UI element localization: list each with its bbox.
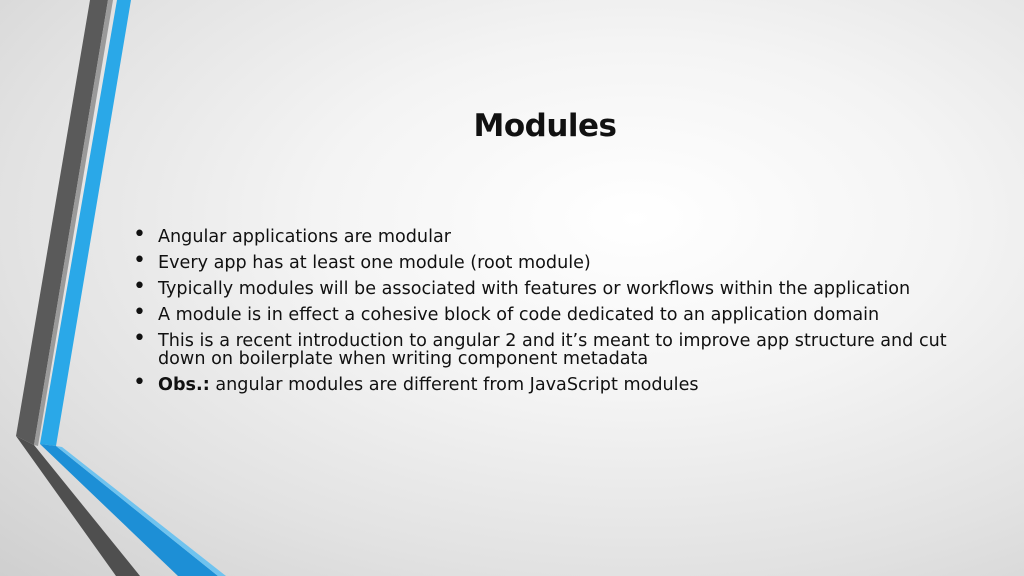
bullet-text: This is a recent introduction to angular 2 and it’s meant to improve app structure and cut down on boilerplate when writing component metadata: [158, 331, 947, 369]
bullet-item: [133, 254, 973, 272]
bullet-item: [133, 306, 973, 324]
bullet-item: [133, 280, 973, 298]
bullet-bold-prefix: Obs.:: [158, 375, 210, 395]
bullet-text: Typically modules will be associated with features or workflows within the application: [158, 279, 911, 299]
bullet-text: Every app has at least one module (root module): [158, 253, 591, 273]
slide-title: Modules: [473, 108, 617, 144]
bullet-item: [133, 332, 973, 368]
bullet-text: angular modules are different from JavaScript modules: [209, 375, 699, 395]
bullet-text: Angular applications are modular: [158, 227, 451, 247]
blue-diagonal: [40, 444, 218, 576]
bullet-list: [133, 228, 973, 402]
bullet-item: [133, 376, 973, 394]
bullet-text: A module is in effect a cohesive block of code dedicated to an application domain: [158, 305, 880, 325]
gray-stripe-edge: [34, 0, 113, 446]
bullet-item: [133, 228, 973, 246]
